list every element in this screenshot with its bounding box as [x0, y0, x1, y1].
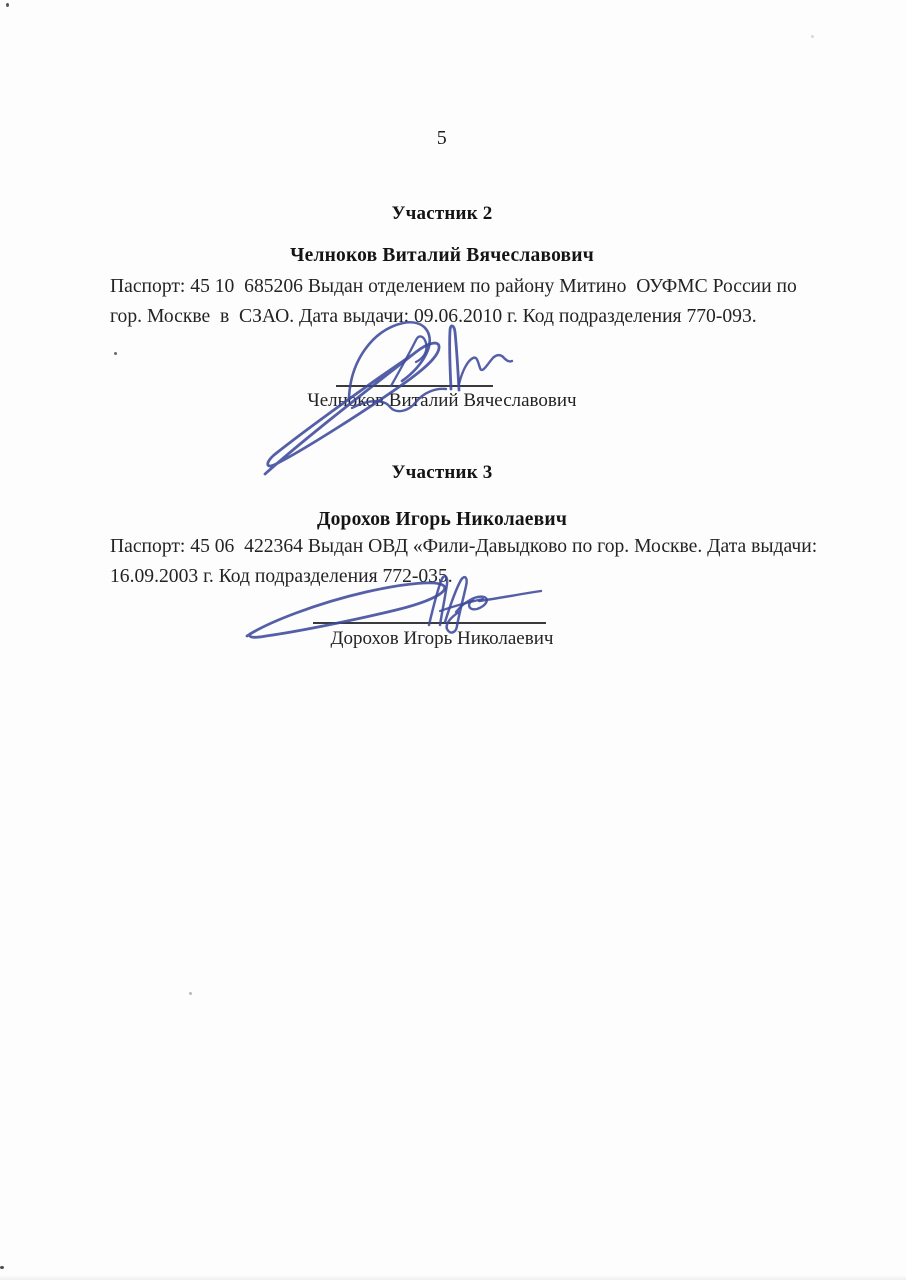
participant-3-name: Дорохов Игорь Николаевич [316, 509, 568, 530]
participant-3-heading: Участник 3 [391, 462, 493, 483]
participant-2-heading: Участник 2 [391, 203, 493, 224]
passport-text-line: Паспорт: 45 10 685206 Выдан отделением по району Митино ОУФМС России по [110, 276, 797, 297]
scan-speckle [189, 992, 192, 995]
participant-3-passport-details [110, 532, 818, 591]
scan-speckle [6, 3, 9, 7]
page-number: 5 [436, 127, 448, 149]
participant-2-signature-caption: Челноков Виталий Вячеславович [307, 390, 577, 411]
scan-bottom-edge [0, 1275, 906, 1280]
scan-speckle [0, 1266, 4, 1269]
passport-text-line: гор. Москве в СЗАО. Дата выдачи: 09.06.2010 г. Код подразделения 770-093. [110, 305, 757, 327]
participant-3-signature-line [313, 622, 546, 624]
passport-text-line: 16.09.2003 г. Код подразделения 772-035. [110, 565, 453, 587]
scan-speckle [811, 35, 814, 38]
participant-2-signature-line [336, 385, 493, 387]
scan-speckle [114, 352, 117, 355]
passport-text-line: Паспорт: 45 06 422364 Выдан ОВД «Фили-Давыдково по гор. Москве. Дата выдачи: [110, 536, 818, 557]
participant-2-passport-details [110, 272, 810, 331]
participant-2-name: Челноков Виталий Вячеславович [290, 245, 594, 266]
participant-3-signature-caption: Дорохов Игорь Николаевич [330, 628, 554, 649]
